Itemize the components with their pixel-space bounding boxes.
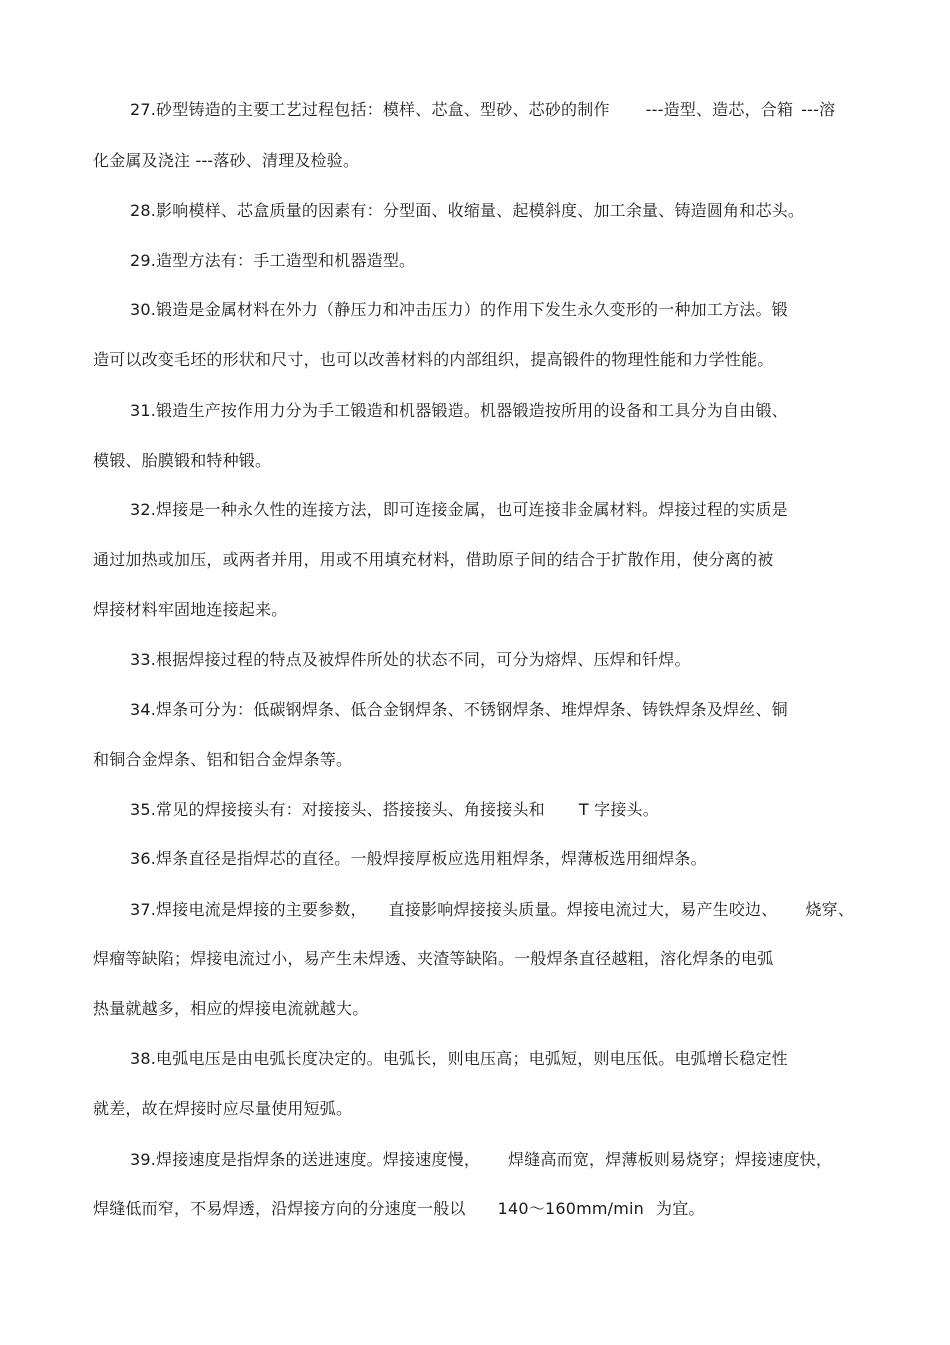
paragraph-39-text-d: 为宜。: [656, 1199, 705, 1218]
paragraph-29: 29.造型方法有：手工造型和机器造型。: [130, 251, 416, 270]
paragraph-31-line-2: 模锻、胎膜锻和特种锻。: [93, 451, 272, 470]
paragraph-38-line-1: 38.电弧电压是由电弧长度决定的。电弧长，则电压高；电弧短，则电压低。电弧增长稳定性: [130, 1049, 788, 1068]
paragraph-34-line-2: 和铜合金焊条、铝和铝合金焊条等。: [93, 750, 353, 769]
paragraph-31-line-1: 31.锻造生产按作用力分为手工锻造和机器锻造。机器锻造按所用的设备和工具分为自由锻、: [130, 401, 788, 420]
paragraph-39-text-a: 39.焊接速度是指焊条的送进速度。焊接速度慢，: [130, 1150, 481, 1169]
paragraph-30-line-1: 30.锻造是金属材料在外力（静压力和冲击压力）的作用下发生永久变形的一种加工方法。锻: [130, 300, 788, 319]
paragraph-27-text-b: ---造型、造芯，合箱: [645, 100, 794, 119]
paragraph-27-line-1: [130, 100, 835, 120]
paragraph-27-line-2: 化金属及浇注 ---落砂、清理及检验。: [93, 151, 360, 170]
paragraph-32-line-3: 焊接材料牢固地连接起来。: [93, 600, 288, 619]
paragraph-37-line-3: 热量就越多，相应的焊接电流就越大。: [93, 999, 369, 1018]
paragraph-32-line-1: 32.焊接是一种永久性的连接方法，即可连接金属，也可连接非金属材料。焊接过程的实质是: [130, 500, 788, 519]
paragraph-39-line-2: [93, 1199, 705, 1219]
paragraph-36: 36.焊条直径是指焊芯的直径。一般焊接厚板应选用粗焊条，焊薄板选用细焊条。: [130, 849, 707, 868]
paragraph-39-speed-value: 140～160mm/min: [497, 1199, 645, 1218]
paragraph-38-line-2: 就差，故在焊接时应尽量使用短弧。: [93, 1099, 353, 1118]
paragraph-33: 33.根据焊接过程的特点及被焊件所处的状态不同，可分为熔焊、压焊和钎焊。: [130, 650, 691, 669]
paragraph-39-text-c: 焊缝低而窄，不易焊透，沿焊接方向的分速度一般以: [93, 1199, 466, 1218]
paragraph-39-line-1: [130, 1150, 832, 1170]
paragraph-39-text-b: 焊缝高而宽，焊薄板则易烧穿；焊接速度快，: [508, 1150, 833, 1169]
paragraph-35-text-b: T 字接头。: [578, 800, 659, 819]
paragraph-28: 28.影响模样、芯盒质量的因素有：分型面、收缩量、起模斜度、加工余量、铸造圆角和芯头。: [130, 201, 805, 220]
paragraph-37-text-a: 37.焊接电流是焊接的主要参数，: [130, 900, 367, 919]
paragraph-27-text-c: ---溶: [801, 100, 836, 119]
paragraph-30-line-2: 造可以改变毛坯的形状和尺寸，也可以改善材料的内部组织，提高锻件的物理性能和力学性能。: [93, 350, 774, 369]
paragraph-37-text-b: 直接影响焊接接头质量。焊接电流过大，易产生咬边、: [388, 900, 778, 919]
paragraph-37-line-1: [130, 900, 854, 920]
paragraph-32-line-2: 通过加热或加压，或两者并用，用或不用填充材料，借助原子间的结合于扩散作用，使分离的被: [93, 550, 774, 569]
paragraph-27-text-a: 27.砂型铸造的主要工艺过程包括：模样、芯盒、型砂、芯砂的制作: [130, 100, 610, 119]
paragraph-35-text-a: 35.常见的焊接接头有：对接接头、搭接接头、角接接头和: [130, 800, 545, 819]
paragraph-34-line-1: 34.焊条可分为：低碳钢焊条、低合金钢焊条、不锈钢焊条、堆焊焊条、铸铁焊条及焊丝、铜: [130, 700, 788, 719]
paragraph-35: [130, 800, 659, 820]
paragraph-37-line-2: 焊瘤等缺陷；焊接电流过小，易产生未焊透、夹渣等缺陷。一般焊条直径越粗，溶化焊条的电弧: [93, 949, 774, 968]
paragraph-37-text-c: 烧穿、: [805, 900, 855, 919]
